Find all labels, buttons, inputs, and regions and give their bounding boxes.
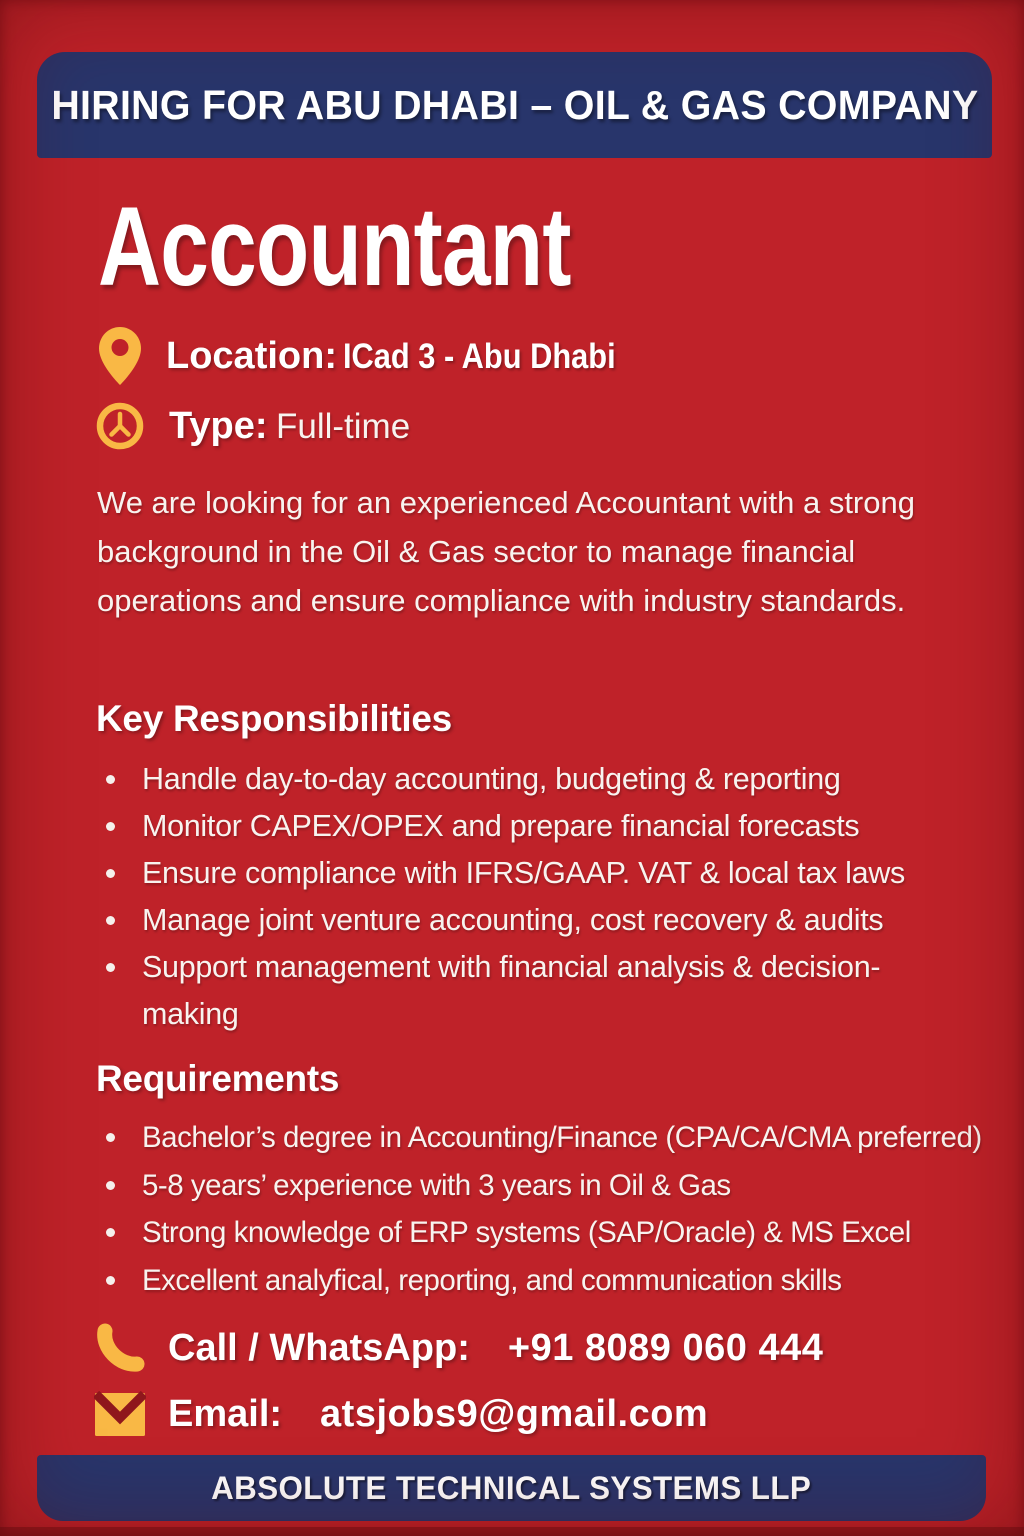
type-value: Full-time	[275, 406, 411, 446]
bottom-edge-strip	[0, 1527, 1024, 1536]
type-label: Type:	[169, 404, 268, 447]
list-item: Monitor CAPEX/OPEX and prepare financial forecasts	[96, 803, 942, 850]
footer-banner	[37, 1455, 986, 1521]
header-banner	[37, 52, 992, 158]
envelope-icon	[94, 1391, 146, 1438]
location-value: ICad 3 - Abu Dhabi	[343, 336, 617, 376]
map-pin-icon	[98, 325, 142, 387]
location-label: Location:	[166, 334, 337, 377]
responsibilities-heading: Key Responsibilities	[96, 698, 452, 739]
call-whatsapp-row	[94, 1320, 823, 1376]
requirements-heading: Requirements	[96, 1058, 340, 1099]
phone-icon	[94, 1322, 146, 1374]
location-row	[98, 324, 653, 388]
type-row	[95, 400, 410, 452]
email-value: atsjobs9@gmail.com	[320, 1392, 709, 1435]
call-value: +91 8089 060 444	[507, 1326, 824, 1369]
responsibilities-list	[96, 756, 942, 1038]
list-item: Support management with financial analysis & decision-making	[96, 944, 942, 1038]
email-label: Email:	[168, 1392, 283, 1435]
call-label: Call / WhatsApp:	[168, 1326, 470, 1369]
type-text	[169, 405, 410, 448]
header-banner-text: HIRING FOR ABU DHABI – OIL & GAS COMPANY	[50, 81, 979, 128]
footer-company-name: ABSOLUTE TECHNICAL SYSTEMS LLP	[211, 1469, 812, 1506]
list-item: Bachelor’s degree in Accounting/Finance (CPA/CA/CMA preferred)	[96, 1114, 1024, 1162]
email-row	[94, 1386, 708, 1442]
list-item: Ensure compliance with IFRS/GAAP. VAT & local tax laws	[96, 850, 942, 897]
list-item: Excellent analyfical, reporting, and communication skills	[96, 1257, 1024, 1305]
job-title: Accountant	[98, 184, 571, 309]
clock-icon	[95, 401, 145, 451]
list-item: Manage joint venture accounting, cost recovery & audits	[96, 897, 942, 944]
location-text	[166, 335, 653, 378]
list-item: Handle day-to-day accounting, budgeting & reporting	[96, 756, 942, 803]
list-item: Strong knowledge of ERP systems (SAP/Oracle) & MS Excel	[96, 1209, 1024, 1257]
requirements-list	[96, 1114, 1024, 1304]
job-description: We are looking for an experienced Accountant with a strong background in the Oil & Gas sector to manage financial operations and ensure compliance with industry standards.	[97, 485, 915, 618]
list-item: 5-8 years’ experience with 3 years in Oil & Gas	[96, 1162, 1024, 1210]
